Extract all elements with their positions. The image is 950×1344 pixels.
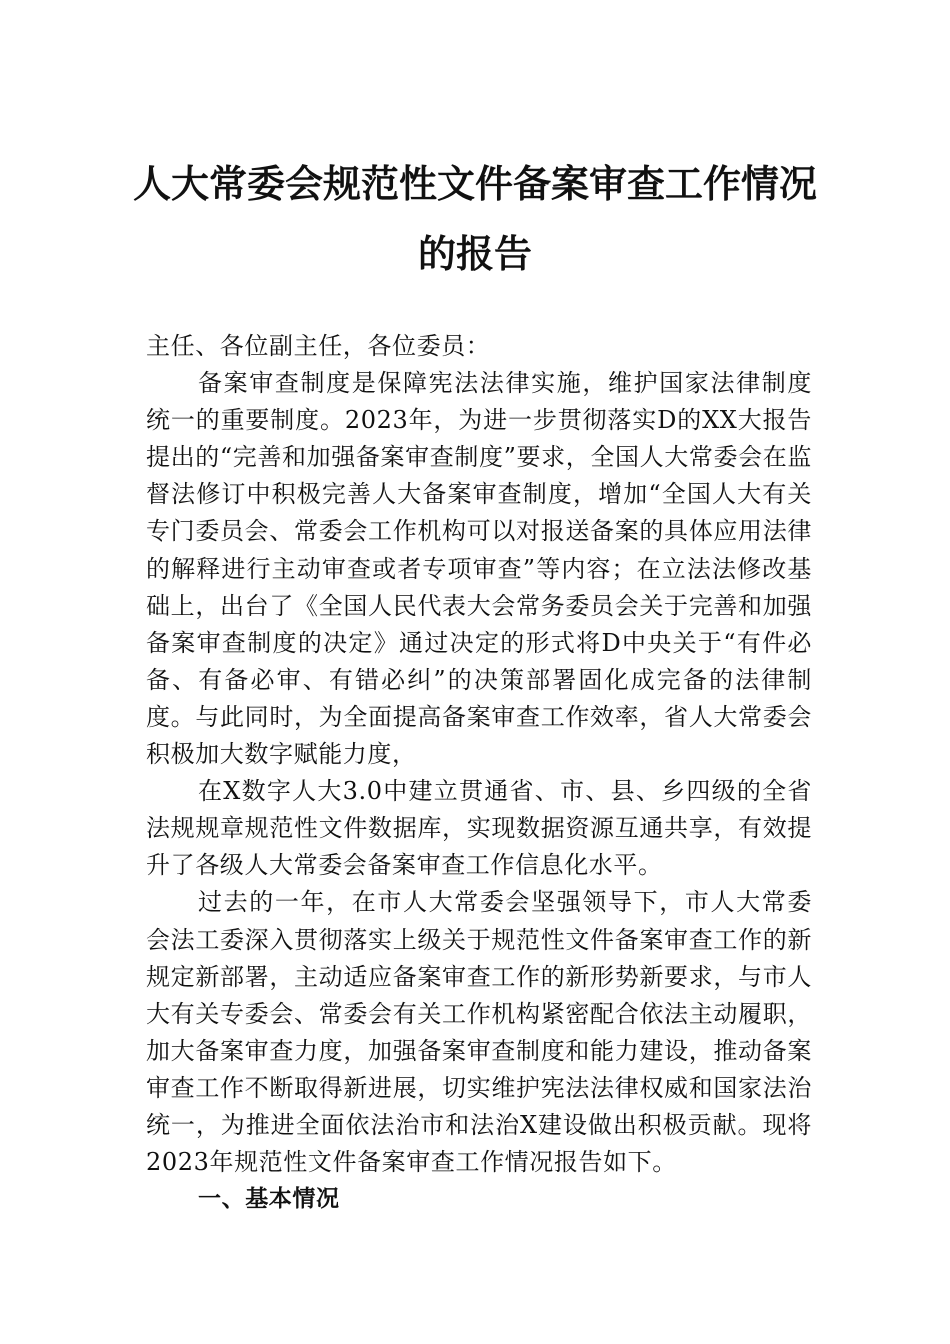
document-body [146, 328, 812, 1218]
paragraph-2: 在X数字人大3.0中建立贯通省、市、县、乡四级的全省法规规章规范性文件数据库，实现数据资源互通共享，有效提升了各级人大常委会备案审查工作信息化水平。 [146, 777, 812, 880]
section-heading: 一、基本情况 [198, 1186, 340, 1213]
document-title-line-2: 的报告 [417, 231, 532, 276]
document-title-line-1: 人大常委会规范性文件备案审查工作情况 [132, 161, 817, 206]
salutation: 主任、各位副主任，各位委员： [146, 332, 491, 360]
paragraph-1: 备案审查制度是保障宪法法律实施，维护国家法律制度统一的重要制度。2023年，为进一步贯彻落实D的XX大报告提出的“完善和加强备案审查制度”要求，全国人大常委会在监督法修订中积极完善人大备案审查制度，增加“全国人大有关专门委员会、常委会工作机构可以对报送备案的具体应用法律的解释进行主动审查或者专项审查”等内容；在立法法修改基础上，出台了《全国人民代表大会常务委员会关于完善和加强备案审查制度的决定》通过决定的形式将D中央关于“有件必备、有备必审、有错必纠”的决策部署固化成完备的法律制度。与此同时，为全面提高备案审查工作效率，省人大常委会积极加大数字赋能力度， [146, 369, 812, 769]
paragraph-3: 过去的一年，在市人大常委会坚强领导下，市人大常委会法工委深入贯彻落实上级关于规范性文件备案审查工作的新规定新部署，主动适应备案审查工作的新形势新要求，与市人大有关专委会、常委会有关工作机构紧密配合依法主动履职，加大备案审查力度，加强备案审查制度和能力建设，推动备案审查工作不断取得新进展，切实维护宪法法律权威和国家法治统一，为推进全面依法治市和法治X建设做出积极贡献。现将2023年规范性文件备案审查工作情况报告如下。 [146, 888, 812, 1177]
